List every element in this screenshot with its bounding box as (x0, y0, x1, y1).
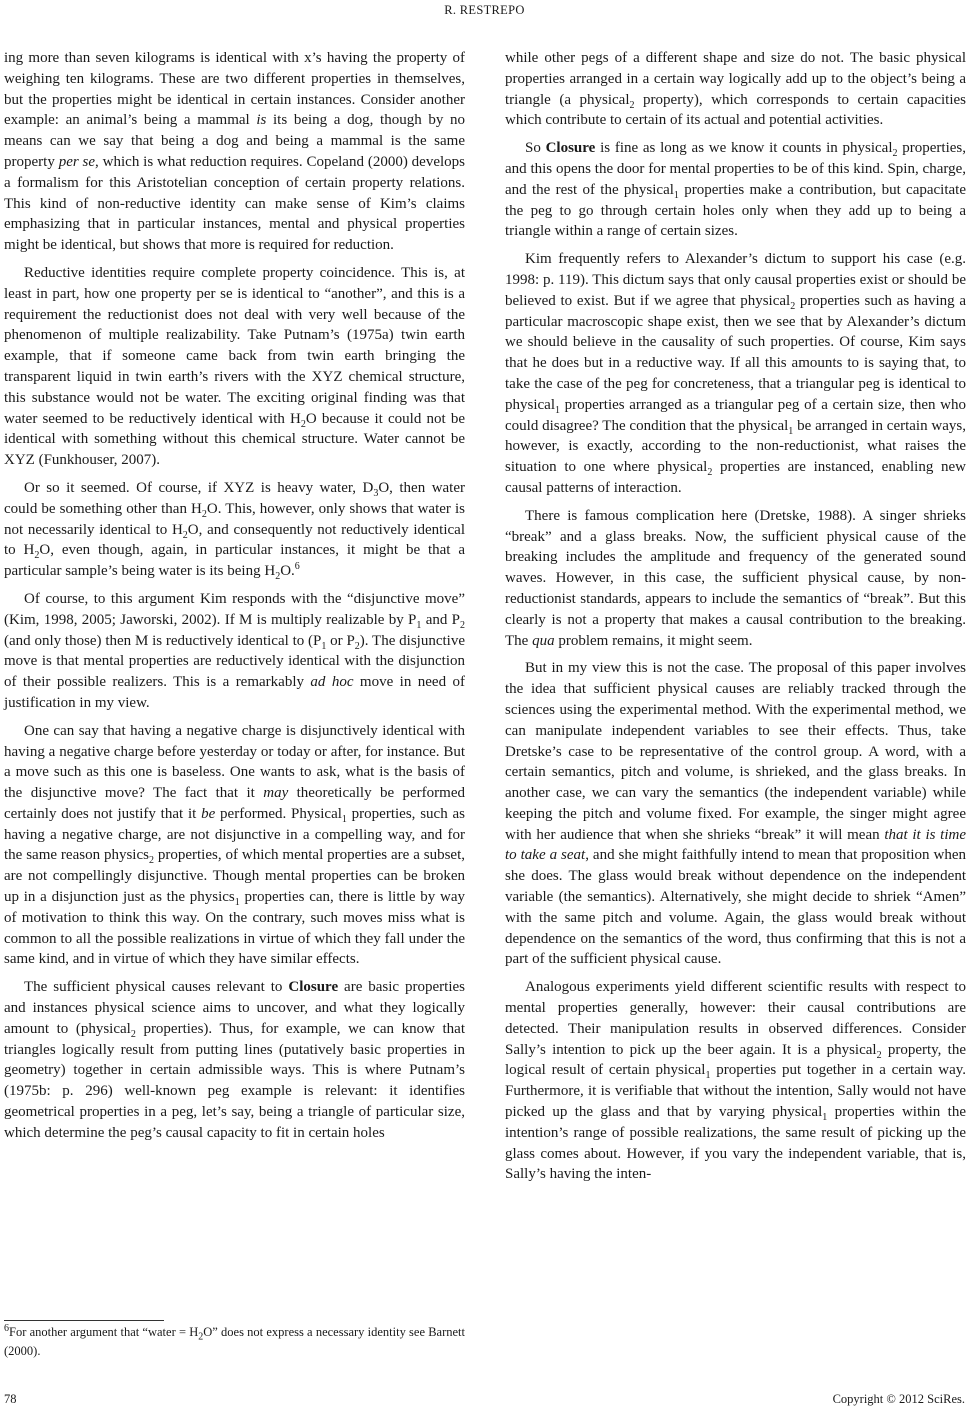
running-head: R. RESTREPO (444, 3, 525, 17)
footnote: $^6$For another argument that “water = $H_2O$” does not express a necessary identity see Barnett (2000). (4, 1322, 465, 1358)
paragraph: Kim frequently refers to Alexander’s dictum to support his case (e.g. 1998: p. 119). This dictum says that only causal properties exist or should be believed to exist. But if we agree that physical$_2$ properties such as having a particular macroscopic shape exist, then we see that by Alexander’s dictum we should believe in the causality of such properties. Of course, Kim says that he does but in a reductive way. If all this amounts to is saying that, to take the case of the peg for concreteness, that a triangular peg is identical to physical$_1$ properties arranged as a triangular peg of a certain size, then who could disagree? The condition that the physical$_1$ be arranged in certain ways, however, is exactly, according to the non-reductionist, what raises the situation to one where physical$_2$ properties are instanced, enabling new causal patterns of interaction. (505, 251, 966, 496)
paragraph: while other pegs of a different shape and size do not. The basic physical properties arranged in a certain way logically add up to the object’s being a triangle (a physical$_2$ property), which corresponds to certain capacities which contribute to certain of its actual and potential activities. (505, 50, 966, 129)
copyright: Copyright © 2012 SciRes. (832, 1392, 965, 1406)
paragraph: Reductive identities require complete property coincidence. This is, at least in part, how one property per se is identical to “another”, and this is a requirement the reductionist does not deal with very well because of the phenomenon of multiple realizability. Take Putnam’s (1975a) twin earth example, that if someone came back from twin earth bringing the transparent liquid in twin earth’s rivers with the XYZ chemical structure, this substance would not be water. The exciting original finding was that water seemed to be reductively identical with $H_2O$ because it could not be identical with something without this chemical structure. Water cannot be XYZ (Funkhouser, 2007). (4, 264, 465, 469)
paragraph: So Closure is fine as long as we know it counts in physical$_2$ properties, and this opens the door for mental properties to be of this kind. Spin, charge, and the rest of the physical$_1$ properties make a contribution, but capacitate the peg to go through certain holes only when they add up to being a triangle within a range of certain sizes. (505, 140, 966, 240)
paragraph: Of course, to this argument Kim responds with the “disjunctive move” (Kim, 1998, 2005; Jaworski, 2002). If M is multiply realizable by $P_1$ and $P_2$ (and only those) then M is reductively identical to ($P_1$ or $P_2$). The disjunctive move is that mental properties are reductively identical with the disjunction of their possible realizers. This is a remarkably ad hoc move in need of justification in my view. (4, 590, 466, 711)
left-column (4, 48, 465, 1151)
paragraph: ing more than seven kilograms is identical with x’s having the property of weighing ten kilograms. These are two different properties in themselves, but the properties might be identical in certain instances. Consider another example: an animal’s being a mammal is its being a dog, though by no means can we say that being a dog and being a mammal is the same property per se, which is what reduction requires. Copeland (2000) develops a formalism for this Aristotelian conception of certain property relations. This kind of non-reductive identity can make sense of Kim’s claims emphasizing that in particular instances, mental and physical properties might be identical, but shows that more is required for reduction. (4, 50, 465, 254)
footnote-rule (4, 1320, 164, 1321)
right-column (505, 48, 966, 1192)
paragraph: There is famous complication here (Dretske, 1988). A singer shrieks “break” and a glass breaks. Now, the sufficient physical cause of the breaking includes the amplitude and frequency of the generated sound waves. However, in this case, the sufficient physical cause, by non-reductionist standards, appears to include the semantics of “break”. But this clearly is not a property that makes a causal contribution to the breaking. The qua problem remains, it might seem. (505, 507, 966, 649)
paragraph: But in my view this is not the case. The proposal of this paper involves the idea that sufficient physical causes are reliably tracked through the sciences using the experimental method. With the experimental method, we can manipulate independent variables to see their effects. Thus, take Dretske’s case to be representative of the control group. A word, with a certain semantics, pitch and volume, is shrieked, and the glass breaks. In another case, we can vary the semantics (the independent variable) while keeping the pitch and volume fixed. For example, the singer might agree with her audience that when she shrieks “break” it will mean that it is time to take a seat, and she might faithfully intend to mean that proposition when she does. The glass would break without dependence on the independent variable (the semantics). Alternatively, she might decide to shriek “Amen” with the same pitch and volume. Again, the glass would break without dependence on the semantics of the word, thus confirming that this is not a part of the sufficient physical cause. (505, 660, 966, 968)
paragraph: The sufficient physical causes relevant to Closure are basic properties and instances physical science aims to uncover, and what they logically amount to (physical$_2$ properties). Thus, for example, we can know that triangles logically result from putting lines (putatively basic properties in geometry) together in certain admissible ways. This is where Putnam’s (1975b: p. 296) well-known peg example is relevant: it identifies geometrical properties in a peg, let’s say, being a triangle of particular size, which determine the peg’s causal capacity to fit in certain holes (4, 979, 465, 1141)
paragraph: Or so it seemed. Of course, if XYZ is heavy water, $D_3O$, then water could be something other than $H_2O$. This, however, only shows that water is not necessarily identical to $H_2O$, and consequently not reductively identical to $H_2O$, even though, again, in particular instances, it might be that a particular sample’s being water is its being $H_2O.^6$ (4, 479, 466, 583)
page-number: 78 (4, 1392, 17, 1406)
paragraph: One can say that having a negative charge is disjunctively identical with having a negative charge before yesterday or today or after, for instance. But a move such as this one is baseless. One wants to ask, what is the basis of the disjunctive move? The fact that it may theoretically be performed certainly does not justify that it be performed. Physical$_1$ properties, such as having a negative charge, are not disjunctive in a compelling way, and for the same reason physics$_2$ properties, of which mental properties are a subset, are not compellingly disjunctive. Though mental properties can be broken up in a disjunction just as the physics$_1$ properties can, there is little by way of motivation to think this way. On the contrary, such moves miss what is common to all the possible realizations in virtue of which they fall under the same kind, and in virtue of which they have similar effects. (4, 722, 465, 968)
paragraph: Analogous experiments yield different scientific results with respect to mental properties generally, however: their causal contributions are detected. Their manipulation results in observed differences. Consider Sally’s intention to pick up the beer again. It is a physical$_2$ property, the logical result of certain physical$_1$ properties put together in a certain way. Furthermore, it is verifiable that without the intention, Sally would not have picked up the glass and that by varying physical$_1$ properties within the intention’s range of possible realizations, the same result of picking up the glass comes about. However, if you vary the independent variable, that is, Sally’s having the inten- (505, 979, 967, 1183)
